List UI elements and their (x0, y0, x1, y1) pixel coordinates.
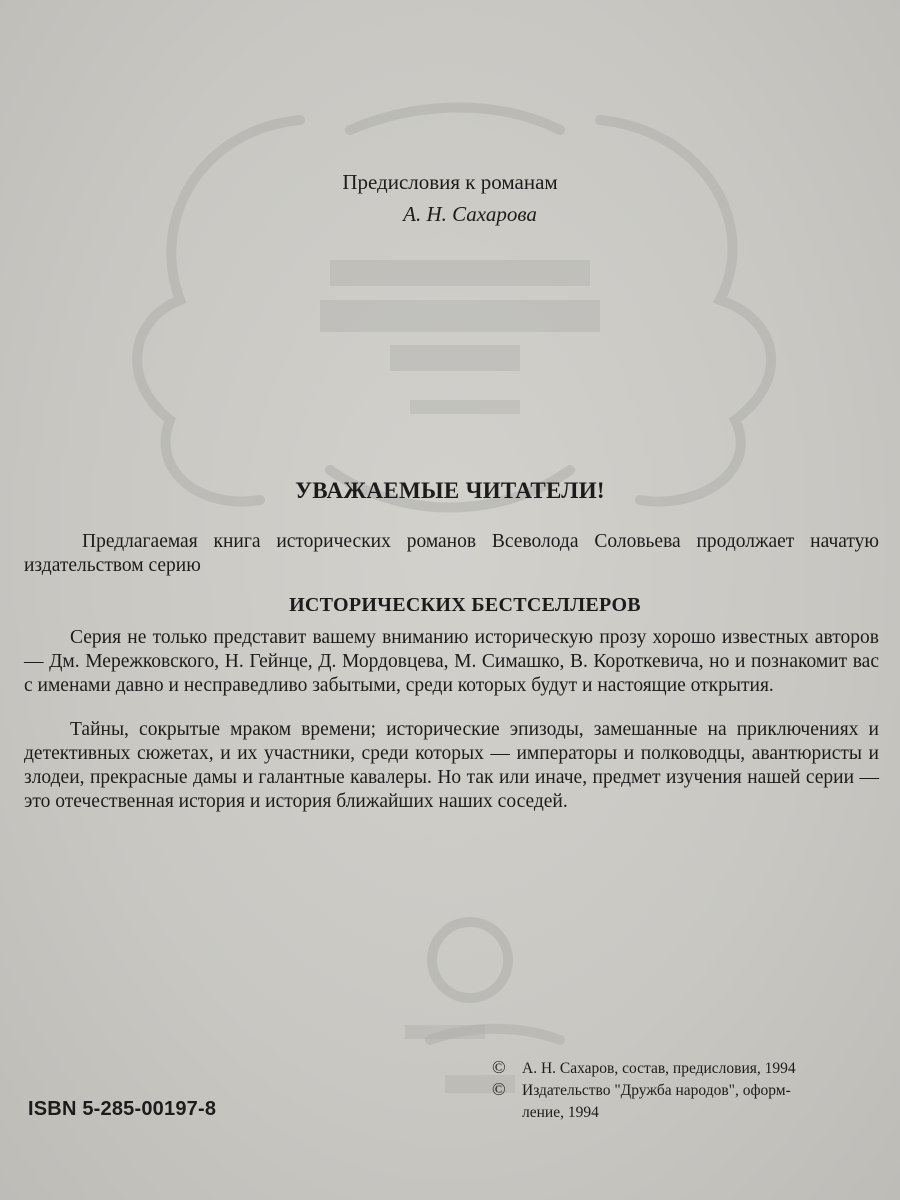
series-title: ИСТОРИЧЕСКИХ БЕСТСЕЛЛЕРОВ (289, 594, 641, 616)
isbn-number: ISBN 5-285-00197-8 (28, 1098, 217, 1120)
readers-heading: УВАЖАЕМЫЕ ЧИТАТЕЛИ! (295, 478, 605, 503)
preface-title: Предисловия к романам (342, 170, 558, 194)
copyright-icon: © (492, 1057, 506, 1077)
copyright-author (492, 1056, 892, 1080)
preface-author: А. Н. Сахарова (403, 202, 537, 226)
copyright-publisher (492, 1078, 892, 1124)
copyright-icon: © (492, 1079, 506, 1099)
copyright-publisher-continuation: ление, 1994 (522, 1104, 599, 1121)
copyright-publisher-text: Издательство "Дружба народов", оформ- (522, 1082, 791, 1099)
mysteries-paragraph: Тайны, сокрытые мраком времени; исторические эпизоды, замешанные на приключениях и детективных сюжетах, и их участники, среди которых — императоры и полководцы, авантюристы и злодеи, прекрасные дамы и галантные кавалеры. Но так или иначе, предмет изучения нашей серии — это отечественная история и история ближайших наших соседей. (24, 719, 879, 812)
copyright-author-text: А. Н. Сахаров, состав, предисловия, 1994 (522, 1060, 796, 1077)
intro-paragraph: Предлагаемая книга исторических романов Всеволода Соловьева продолжает начатую издательством серию (24, 531, 879, 576)
series-paragraph: Серия не только представит вашему вниманию историческую прозу хорошо известных авторов — Дм. Мережковского, Н. Гейнце, Д. Мордовцева, М. Симашко, В. Короткевича, но и познакомит вас с именами давно и несправедливо забытыми, среди которых будут и настоящие открытия. (24, 627, 879, 696)
